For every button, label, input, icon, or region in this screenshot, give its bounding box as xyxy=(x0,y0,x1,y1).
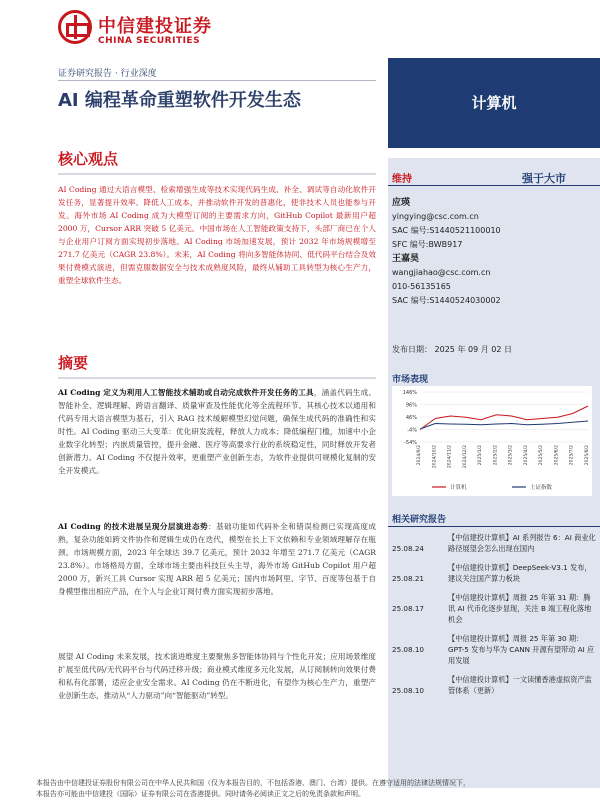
disclaimer-footer xyxy=(36,778,600,800)
x-tick-label: 2025/8/2 xyxy=(585,445,590,466)
related-date: 25.08.10 xyxy=(392,645,425,654)
summary-section-header xyxy=(58,352,376,379)
analyst-email: wangjiahao@csc.com.cn xyxy=(392,268,491,277)
related-item[interactable] xyxy=(392,633,596,666)
rating-label: 维持 xyxy=(392,174,412,185)
logo-en-text: CHINA SECURITIES xyxy=(98,36,201,46)
x-tick-label: 2024/11/2 xyxy=(447,445,453,469)
summary-divider xyxy=(58,377,376,379)
disclaimer-line: 本报告亦可能由中信建投（国际）证券有限公司在香港提供。同时请务必阅读正文之后的免责条款和声明。 xyxy=(36,790,365,798)
y-tick-label: 96% xyxy=(405,402,417,409)
analyst-name: 应瑛 xyxy=(392,198,411,208)
related-item[interactable] xyxy=(392,592,596,625)
x-tick-label: 2025/7/2 xyxy=(569,445,575,466)
series-line xyxy=(420,406,588,430)
related-item[interactable] xyxy=(392,532,596,554)
company-logo xyxy=(58,8,218,48)
related-title[interactable]: 【中信建投计算机】DeepSeek-V3.1 发布，建议关注国产算力板块 xyxy=(448,563,592,583)
core-view-section xyxy=(58,148,376,287)
y-tick-label: -54% xyxy=(404,440,417,446)
related-heading: 相关研究报告 xyxy=(392,515,447,525)
related-title[interactable]: 【中信建投计算机】周报 25 年第 31 期：腾讯 AI 代币化逐步显现，关注 B 端工程化落地机会 xyxy=(448,593,592,624)
sidebar xyxy=(388,158,600,788)
logo-mark-icon xyxy=(58,10,92,44)
x-tick-label: 2025/6/2 xyxy=(554,445,560,466)
related-date: 25.08.21 xyxy=(392,574,425,583)
x-tick-label: 2024/10/2 xyxy=(432,445,438,469)
x-tick-label: 2025/5/2 xyxy=(539,445,545,466)
x-tick-label: 2025/2/2 xyxy=(493,445,499,466)
analyst-sac: SAC 编号:S1440524030002 xyxy=(392,296,501,305)
related-title[interactable]: 【中信建投计算机】周报 25 年第 30 期：GPT-5 发布与华为 CANN 开源有望带动 AI 应用发展 xyxy=(448,634,595,665)
summary-heading: 摘要 xyxy=(58,354,89,372)
series-line xyxy=(420,421,588,429)
related-divider xyxy=(388,526,600,527)
summary-p2-body: ：基础功能如代码补全和错误检测已实现高度成熟，复杂功能如跨文件协作和逻辑生成仍在迭代，模型在长上下文依赖和专业领域理解存在瓶颈。市场规模方面，2023 年全球达 39.7 亿美元，预计 2032 年增至 271.7 亿美元（CAGR 23.8%）。市场格局方面，全球市场主要由科技巨头主导，海外市场 GitHub Copilot 用户超 2000 万，新兴工具 Cursor 实现 ARR 超 5 亿美元；国内市场阿里、字节、百度等包基于自身模型推出相应产品，在个人与企业订阅付费方面实现初步落地。 xyxy=(58,522,376,596)
summary-paragraph-2 xyxy=(58,520,376,598)
analyst-sac: SAC 编号:S1440521100010 xyxy=(392,226,501,235)
y-tick-label: 46% xyxy=(405,415,417,421)
y-tick-label: -4% xyxy=(407,427,417,434)
summary-paragraph-1 xyxy=(58,386,376,477)
x-tick-label: 2024/9/2 xyxy=(417,445,422,466)
legend-label: 上证指数 xyxy=(530,485,553,491)
related-list xyxy=(392,532,596,704)
legend-label: 计算机 xyxy=(450,485,467,491)
x-tick-label: 2025/4/2 xyxy=(523,445,529,466)
related-item[interactable] xyxy=(392,562,596,584)
y-tick-label: 146% xyxy=(402,390,417,396)
rating-row xyxy=(388,166,600,186)
summary-p1-body: ，涵盖代码生成、智能补全、逻辑理解、跨语言翻译、质量审查及性能优化等全流程环节。其核心技术以通用和代码专用大语言模型为基石，引入 RAG 技术缓解模型幻觉问题，确保生成代码的准确性和实时性。AI Coding 驱动三大变革：优化研发流程，释放人力成本；降低编程门槛，加速中小企业数字化转型；内嵌质量管控，提升金融、医疗等高要求行业的系统稳定性，同时释放开发者创新潜力。AI Coding 不仅提升效率，更重塑产业创新生态，为软件业提供可规模化复制的安全开发模式。 xyxy=(58,388,376,475)
analyst-phone: 010-56135165 xyxy=(392,282,451,291)
x-tick-label: 2025/1/2 xyxy=(478,445,484,466)
sector-label: 计算机 xyxy=(471,94,517,112)
market-chart xyxy=(392,386,592,496)
core-view-heading: 核心观点 xyxy=(58,150,119,168)
rating-desc: 强于大市 xyxy=(522,172,566,185)
analyst-list xyxy=(392,196,501,308)
summary-paragraph-3: 展望 AI Coding 未来发展，技术演进维度主要聚焦多智能体协同与个性化开发；应用场景维度扩展至低代码/无代码平台与代码迁移升级；商业模式维度多元化发展，从订阅制转向效果付费和私有化部署，适应企业安全需求。AI Coding 仍在不断进化，有望作为核心生产力，重塑产业创新生态，推动从“人力驱动”向“智能驱动”转型。 xyxy=(58,652,376,700)
related-title[interactable]: 【中信建投计算机】AI 系列报告 6：AI 商业化路径展望会怎么出现在国内 xyxy=(448,533,596,553)
disclaimer-line: 本报告由中信建投证券股份有限公司在中华人民共和国（仅为本报告目的，不包括香港、澳门、台湾）提供。在遵守适用的法律法规情况下， xyxy=(36,779,470,787)
x-tick-label: 2024/12/2 xyxy=(462,445,468,469)
analyst-sfc: SFC 编号:BWB917 xyxy=(392,240,463,249)
sector-band xyxy=(388,58,600,148)
title-divider xyxy=(58,80,376,81)
summary-p1-lead: AI Coding 定义为利用人工智能技术辅助或自动完成软件开发任务的工具 xyxy=(58,388,314,397)
publish-date: 发布日期： 2025 年 09 月 02 日 xyxy=(392,345,512,354)
x-tick-label: 2025/3/2 xyxy=(508,445,514,466)
summary-p2-lead: AI Coding 的技术进展呈现分层演进态势 xyxy=(58,522,208,531)
market-chart-svg xyxy=(392,386,592,496)
core-view-text: AI Coding 通过大语言模型、检索增强生成等技术实现代码生成、补全、调试等自动化软件开发任务，显著提升效率、降低人工成本，并推动软件开发的普惠化，使非技术人员也能参与开发。海外市场 AI Coding 成为大模型订阅的主要需求方向，GitHub Copilot 最新用户超 2000 万，Cursor ARR 突破 5 亿美元。中国市场在人工智能政策支持下，头部厂商已在个人与企业用户订阅方面实现初步落地。AI Coding 市场加速发展，预计 2032 年市场规模增至 271.7 亿美元（CAGR 23.8%）。未来，AI Coding 将向多智能体协同、低代码平台结合及效果付费模式演进，但需克服数据安全与技术成熟度风险，最终从辅助工具转型为核心生产力，重塑全球软件生态。 xyxy=(58,185,376,285)
logo-cn-text: 中信建投证券 xyxy=(98,16,212,37)
report-kicker: 证券研究报告 · 行业深度 xyxy=(58,69,157,79)
report-title: AI 编程革命重塑软件开发生态 xyxy=(58,90,301,111)
analyst-email: yingying@csc.com.cn xyxy=(392,212,479,221)
related-title[interactable]: 【中信建投计算机】一文读懂香港虚拟资产监管体系（更新） xyxy=(448,675,592,695)
related-date: 25.08.24 xyxy=(392,544,425,553)
related-date: 25.08.17 xyxy=(392,604,425,613)
analyst-name: 王嘉昊 xyxy=(392,254,420,264)
market-heading: 市场表现 xyxy=(392,375,429,385)
core-view-divider xyxy=(58,173,376,175)
related-item[interactable] xyxy=(392,674,596,696)
related-date: 25.08.10 xyxy=(392,686,425,695)
